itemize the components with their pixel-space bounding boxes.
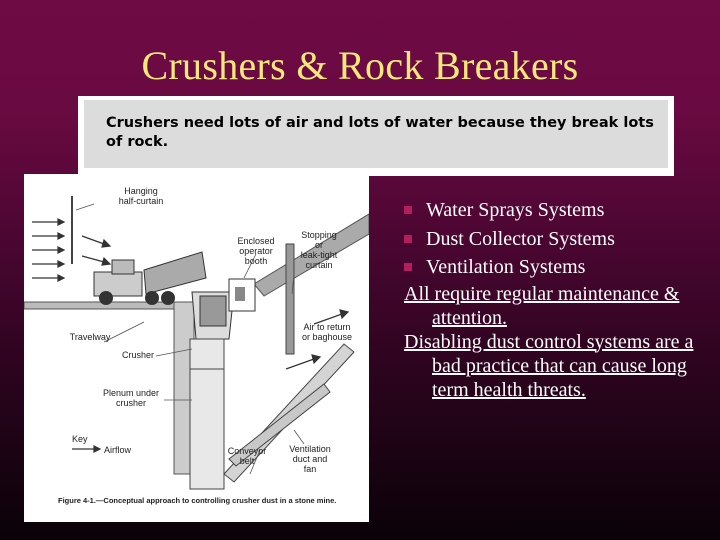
crusher-diagram: [24, 174, 369, 522]
label-ventilation-duct: Ventilation duct and fan: [289, 444, 331, 474]
label-hanging-curtain: Hanging half-curtain: [118, 186, 164, 206]
label-plenum: Plenum under crusher: [102, 388, 160, 408]
caption-banner: [78, 96, 674, 176]
bullet-text: Dust Collector Systems: [426, 227, 615, 250]
label-crusher: Crusher: [121, 350, 154, 360]
bullet-square-icon: [404, 206, 412, 214]
paragraph-maintenance: All require regular maintenance & attention.: [404, 282, 680, 329]
label-travelway: Travelway: [69, 332, 111, 342]
caption-text: Crushers need lots of air and lots of water because they break lots of rock.: [106, 115, 654, 150]
label-enclosed-booth: Enclosed operator booth: [237, 236, 275, 266]
label-airflow: Airflow: [104, 445, 132, 455]
bullet-item: [404, 196, 704, 225]
label-air-return: Air to return or baghouse: [301, 322, 353, 342]
bullet-item: [404, 225, 704, 254]
bullet-square-icon: [404, 235, 412, 243]
bullet-square-icon: [404, 263, 412, 271]
bullet-text: Water Sprays Systems: [426, 199, 605, 221]
figure-caption: Figure 4-1.—Conceptual approach to controlling crusher dust in a stone mine.: [58, 496, 337, 505]
label-conveyor: Conveyor belt: [227, 446, 267, 466]
slide-title: Crushers & Rock Breakers: [141, 43, 579, 88]
paragraph-disabling: Disabling dust control systems are a bad practice that can cause long term health threats.: [404, 330, 694, 401]
bullet-list: [404, 196, 704, 402]
bullet-text: Ventilation Systems: [426, 256, 586, 278]
label-stopping: Stopping or leak-tight curtain: [300, 230, 338, 270]
bullet-item: [404, 253, 704, 282]
label-key: Key: [72, 434, 88, 444]
